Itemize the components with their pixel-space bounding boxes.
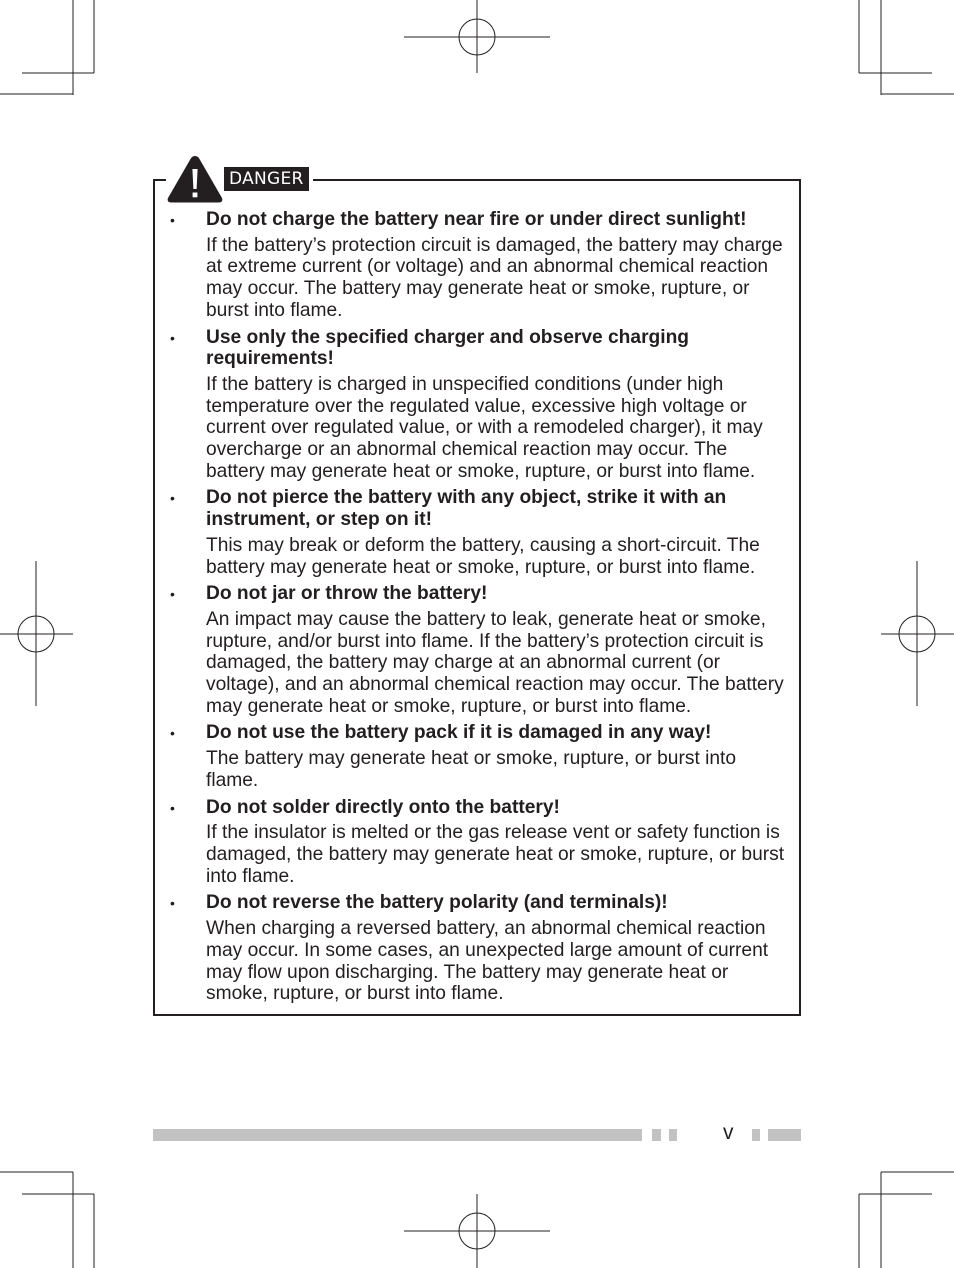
danger-header [166, 154, 313, 204]
list-item [166, 797, 786, 888]
item-heading: Do not pierce the battery with any object, strike it with an instrument, or step on it! [206, 487, 727, 531]
item-heading: Do not solder directly onto the battery! [206, 796, 560, 818]
item-body: If the battery is charged in unspecified conditions (under high temperature over the regulated value, excessive high voltage or current over regulated value, or with a remodeled charger), it may overcharge or an abnormal chemical reaction may occur. The battery may generate heat or smoke, rupture, or burst into flame. [206, 373, 763, 482]
footer-block [652, 1129, 661, 1141]
warning-triangle-icon [166, 154, 224, 204]
item-heading: Do not use the battery pack if it is damaged in any way! [206, 722, 712, 744]
bullet: • [170, 895, 175, 912]
list-item [166, 487, 786, 578]
footer-block [669, 1129, 677, 1141]
bullet: • [170, 490, 175, 507]
bullet: • [170, 212, 175, 228]
item-body: When charging a reversed battery, an abnormal chemical reaction may occur. In some cases, an unexpected large amount of current may flow upon discharging. The battery may generate heat or smoke, rupture, or burst into flame. [206, 918, 769, 1005]
item-heading: Do not reverse the battery polarity (and terminals)! [206, 892, 668, 914]
list-item [166, 209, 786, 322]
list-item [166, 583, 786, 717]
footer-bar [153, 1129, 642, 1141]
warning-list [166, 209, 786, 1010]
bullet: • [170, 799, 175, 816]
page-number: v [723, 1121, 734, 1144]
item-body: This may break or deform the battery, causing a short-circuit. The battery may generate heat or smoke, rupture, or burst into flame. [206, 534, 760, 578]
item-heading: Use only the specified charger and observe charging requirements! [206, 326, 690, 370]
bullet: • [170, 586, 175, 603]
list-item [166, 327, 786, 483]
bullet: • [170, 725, 175, 742]
item-heading: Do not jar or throw the battery! [206, 583, 488, 605]
item-body: If the insulator is melted or the gas release vent or safety function is damaged, the battery may generate heat or smoke, rupture, or burst into flame. [206, 822, 785, 887]
item-body: The battery may generate heat or smoke, rupture, or burst into flame. [206, 748, 737, 791]
footer-block [768, 1129, 801, 1141]
footer-block [752, 1129, 760, 1141]
bullet: • [170, 329, 175, 346]
list-item [166, 722, 786, 791]
item-body: If the battery’s protection circuit is damaged, the battery may charge at extreme current (or voltage) and an abnormal chemical reaction may occur. The battery may generate heat or smoke, rupture, or burst into flame. [206, 234, 783, 321]
item-heading: Do not charge the battery near fire or under direct sunlight! [206, 209, 747, 230]
item-body: An impact may cause the battery to leak, generate heat or smoke, rupture, and/or burst into flame. If the battery’s protection circuit is damaged, the battery may charge at an abnormal current (or voltage), and an abnormal chemical reaction may occur. The battery may generate heat or smoke, rupture, or burst into flame. [206, 608, 784, 717]
list-item [166, 892, 786, 1005]
danger-label: DANGER [224, 167, 309, 191]
